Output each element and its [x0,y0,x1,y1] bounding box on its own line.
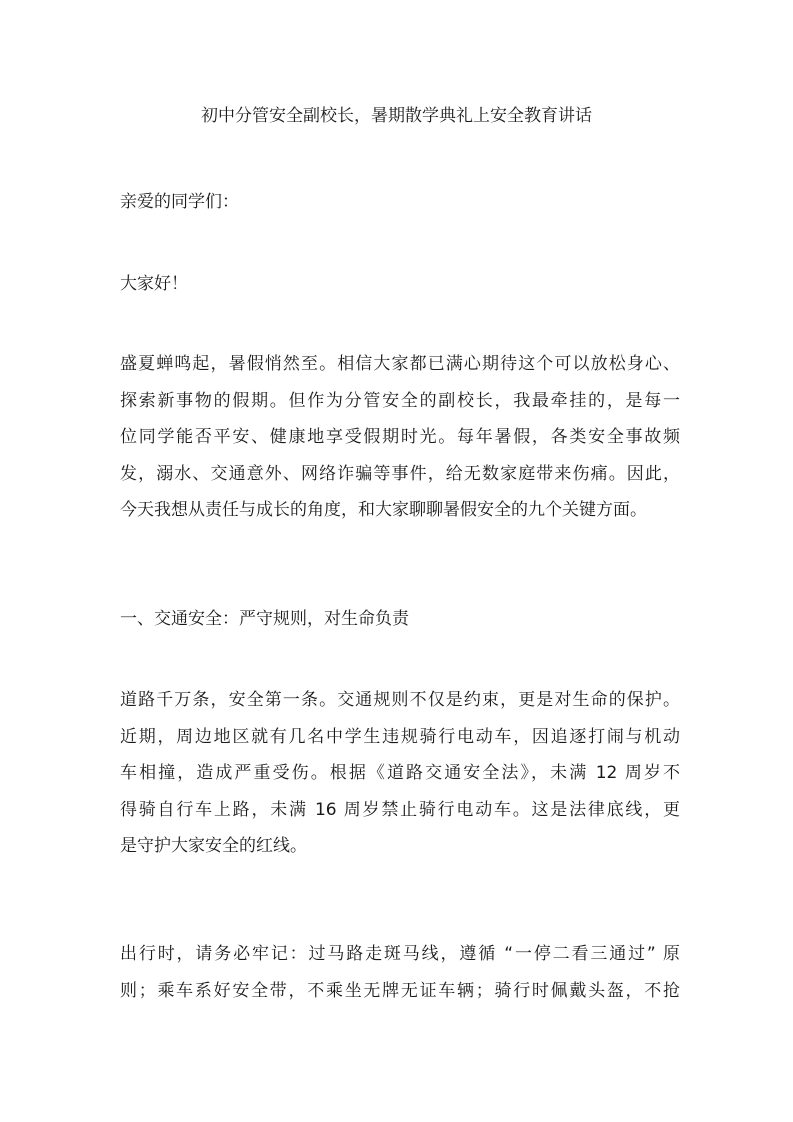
section1-p1-line-2: 近期，周边地区就有几名中学生违规骑行电动车，因追逐打闹与机动 [120,726,680,747]
section1-p1-line-5: 是守护大家安全的红线。 [120,836,307,856]
section1-p1-line-1: 道路千万条，安全第一条。交通规则不仅是约束，更是对生命的保护。 [120,690,680,710]
hello-line: 大家好！ [120,274,188,294]
greeting: 亲爱的同学们： [120,192,239,212]
section1-paragraph-1 [120,682,680,865]
section1-p1-line-4: 得骑自行车上路，未满 16 周岁禁止骑行电动车。这是法律底线，更 [120,799,680,820]
intro-line-4: 发，溺水、交通意外、网络诈骗等事件，给无数家庭带来伤痛。因此， [120,463,680,484]
section1-heading: 一、交通安全：严守规则，对生命负责 [120,609,409,629]
section1-p2-line-2: 则；乘车系好安全带，不乘坐无牌无证车辆；骑行时佩戴头盔，不抢 [120,980,680,1001]
intro-line-5: 今天我想从责任与成长的角度，和大家聊聊暑假安全的九个关键方面。 [120,500,647,520]
document-title: 初中分管安全副校长，暑期散学典礼上安全教育讲话 [201,106,592,126]
section1-p1-line-3: 车相撞，造成严重受伤。根据《道路交通安全法》，未满 12 周岁不 [120,763,680,783]
intro-line-2: 探索新事物的假期。但作为分管安全的副校长，我最牵挂的，是每一 [120,390,680,411]
section1-p2-line-1: 出行时，请务必牢记：过马路走斑马线，遵循 “一停二看三通过” 原 [120,944,680,964]
intro-line-1: 盛夏蝉鸣起，暑假悄然至。相信大家都已满心期待这个可以放松身心、 [120,354,680,374]
section1-paragraph-2 [120,936,680,1009]
intro-line-3: 位同学能否平安、健康地享受假期时光。每年暑假，各类安全事故频 [120,427,680,447]
intro-paragraph [120,346,680,529]
